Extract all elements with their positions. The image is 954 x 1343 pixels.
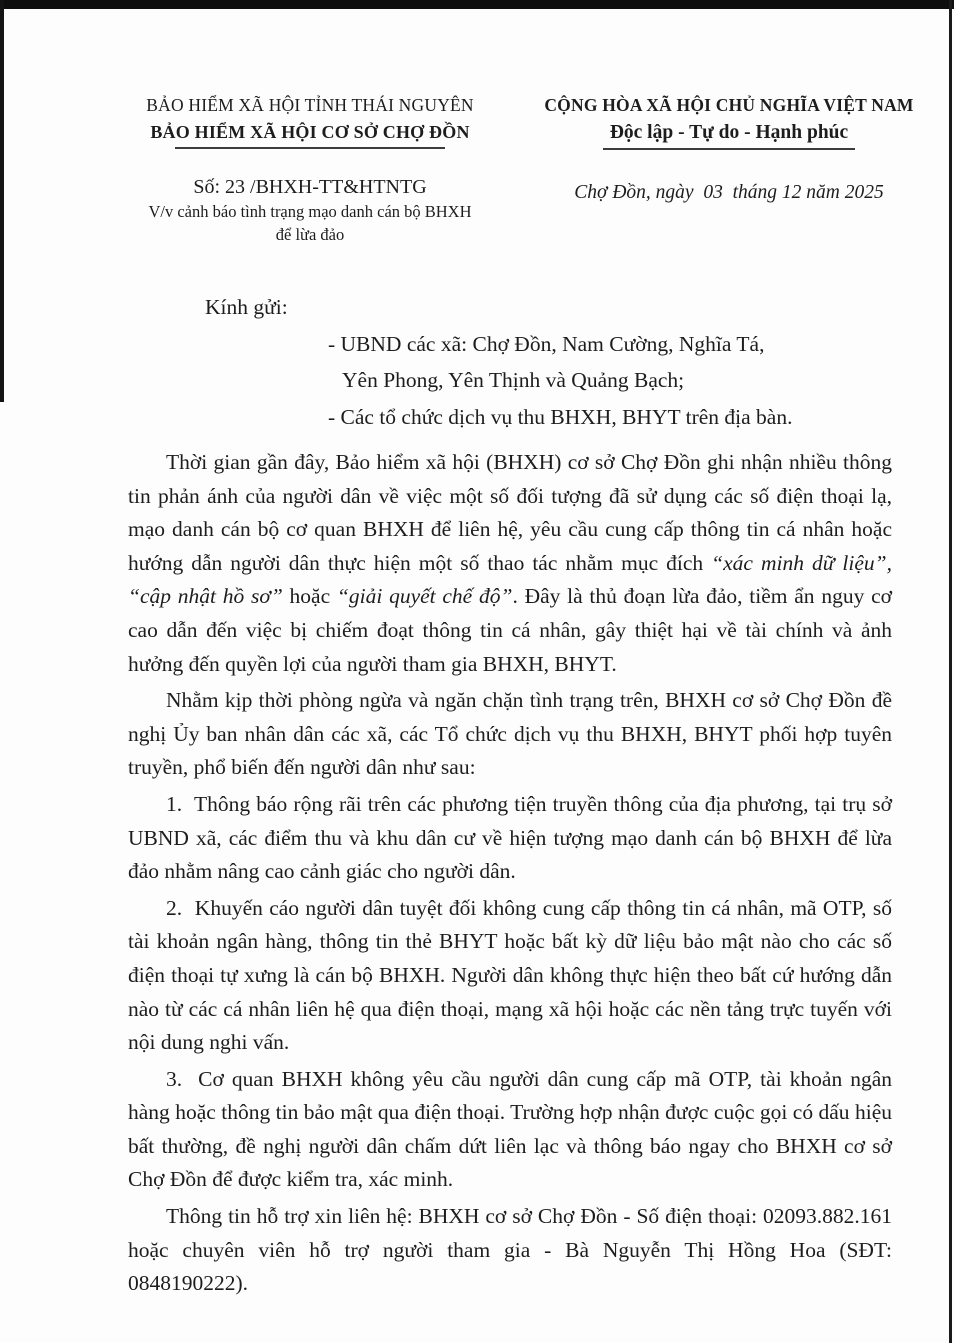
national-motto-block (522, 94, 936, 205)
paragraph-text: Thông tin hỗ trợ xin liên hệ: BHXH cơ sở Chợ Đồn - Số điện thoại: 02093.882.161 hoặc chuyên viên hỗ trợ người tham gia - Bà Nguyễn Thị Hồng Hoa (SĐT: 0848190222). (128, 1204, 892, 1296)
issuer-block (98, 94, 522, 245)
scan-artifact-right-line (949, 0, 952, 1343)
scan-artifact-top-bar (0, 0, 954, 9)
document-subject-line2: để lừa đảo (275, 225, 345, 244)
national-motto: Độc lập - Tự do - Hạnh phúc (609, 122, 849, 143)
issuer-office-name: BẢO HIỂM XÃ HỘI CƠ SỞ CHỢ ĐỒN (150, 122, 470, 142)
paragraph-text: Nhằm kịp thời phòng ngừa và ngăn chặn tình trạng trên, BHXH cơ sở Chợ Đồn đề nghị Ủy ban nhân dân các xã, các Tổ chức dịch vụ thu BHXH, BHYT phối hợp tuyên truyền, phổ biến đến người dân như sau: (128, 688, 892, 780)
document-subject-line1: V/v cảnh báo tình trạng mạo danh cán bộ BHXH (148, 202, 472, 221)
recipients-list (328, 326, 954, 436)
quoted-phrase: “xác minh dữ liệu”, “cập nhật hồ sơ” (128, 550, 892, 609)
paragraph-text: . Đây là thủ đoạn lừa đảo, tiềm ẩn nguy cơ cao dẫn đến việc bị chiếm đoạt thông tin cá nhân, gây thiệt hại về tài chính và ảnh hưởng đến quyền lợi của người tham gia BHXH, BHYT. (128, 584, 892, 676)
body-paragraph (128, 1063, 892, 1197)
motto-underline (603, 148, 855, 150)
body-paragraph (128, 446, 892, 681)
document-number: Số: 23 /BHXH-TT&HTNTG (193, 176, 427, 198)
issuer-parent-org: BẢO HIỂM XÃ HỘI TỈNH THÁI NGUYÊN (146, 95, 474, 115)
paragraph-text: Thời gian gần đây, Bảo hiểm xã hội (BHXH) cơ sở Chợ Đồn ghi nhận nhiều thông tin phản ánh của người dân về việc một số đối tượng đã sử dụng các số điện thoại lạ, mạo danh cán bộ cơ quan BHXH để liên hệ, yêu cầu cung cấp thông tin cá nhân hoặc hướng dẫn người dân thực hiện một số thao tác nhằm mục đích (128, 450, 892, 575)
paragraph-text: hoặc (282, 584, 337, 609)
paragraph-text: 1. Thông báo rộng rãi trên các phương tiện truyền thông của địa phương, tại trụ sở UBND xã, các điểm thu và khu dân cư về hiện tượng mạo danh cán bộ BHXH để lừa đảo nhằm nâng cao cảnh giác cho người dân. (128, 791, 892, 884)
recipients-section (205, 289, 954, 435)
place-and-date: Chợ Đồn, ngày 03 tháng 12 năm 2025 (574, 182, 884, 203)
body-paragraph (128, 684, 892, 785)
body-paragraph (128, 788, 892, 889)
national-name: CỘNG HÒA XÃ HỘI CHỦ NGHĨA VIỆT NAM (544, 95, 914, 115)
paragraph-text: 3. Cơ quan BHXH không yêu cầu người dân cung cấp mã OTP, tài khoản ngân hàng hoặc thông tin bảo mật qua điện thoại. Trường hợp nhận được cuộc gọi có dấu hiệu bất thường, đề nghị người dân chấm dứt liên lạc và thông báo ngay cho BHXH cơ sở Chợ Đồn để được kiểm tra, xác minh. (128, 1066, 892, 1192)
document-header (0, 0, 954, 245)
recipient-line: - UBND các xã: Chợ Đồn, Nam Cường, Nghĩa Tá, (328, 331, 765, 356)
body-paragraph (128, 1200, 892, 1301)
issuer-underline (175, 147, 445, 149)
quoted-phrase: “giải quyết chế độ” (336, 584, 513, 609)
recipient-line: Yên Phong, Yên Thịnh và Quảng Bạch; (342, 368, 685, 392)
paragraph-text: 2. Khuyến cáo người dân tuyệt đối không cung cấp thông tin cá nhân, mã OTP, số tài khoản ngân hàng, thông tin thẻ BHYT hoặc bất kỳ dữ liệu bảo mật nào cho các số điện thoại tự xưng là cán bộ BHXH. Người dân không thực hiện theo bất cứ hướng dẫn nào từ các cá nhân liên hệ qua điện thoại, mạng xã hội hoặc các nền tảng trực tuyến với nội dung nghi vấn. (128, 895, 892, 1055)
body-paragraphs (128, 446, 892, 1301)
recipient-line: - Các tổ chức dịch vụ thu BHXH, BHYT trên địa bàn. (328, 404, 793, 429)
scan-artifact-left-bar (0, 0, 4, 402)
body-paragraph (128, 892, 892, 1060)
recipients-label: Kính gửi: (205, 295, 288, 319)
